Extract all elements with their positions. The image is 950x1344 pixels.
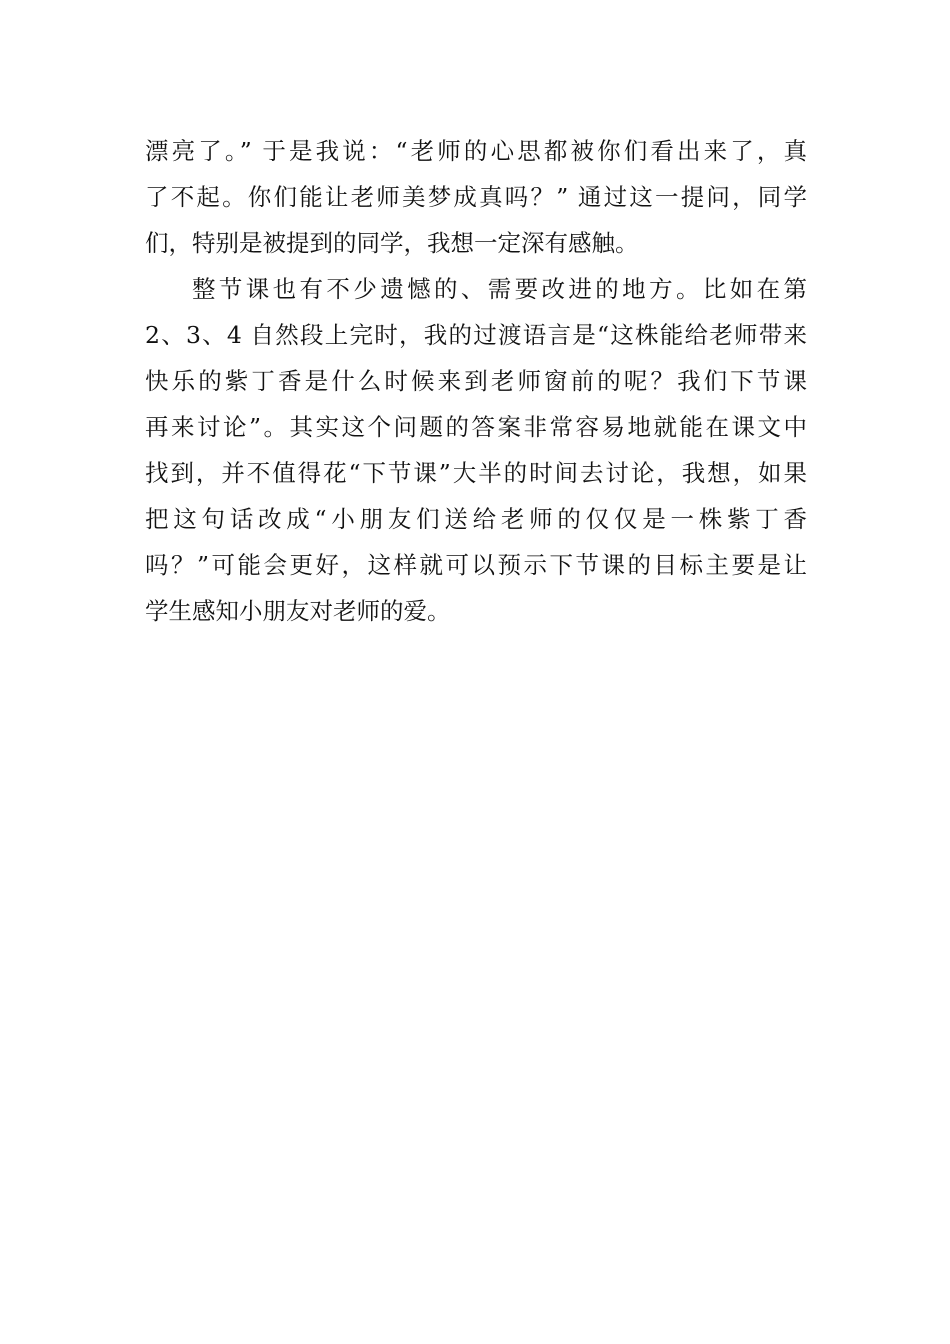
text-line: 了不起。你们能让老师美梦成真吗？” 通过这一提问，同学: [145, 183, 807, 211]
text-line: 快乐的紫丁香是什么时候来到老师窗前的呢？我们下节课: [145, 367, 807, 395]
text-line: 把这句话改成“小朋友们送给老师的仅仅是一株紫丁香: [145, 505, 807, 533]
text-line: 们，特别是被提到的同学，我想一定深有感触。: [145, 229, 639, 257]
paragraph-1: [145, 128, 807, 266]
text-line: 找到，并不值得花“下节课”大半的时间去讨论，我想，如果: [145, 459, 807, 487]
text-line: 吗？”可能会更好，这样就可以预示下节课的目标主要是让: [145, 551, 807, 579]
document-body: [145, 128, 807, 634]
text-line: 整节课也有不少遗憾的、需要改进的地方。比如在第: [192, 275, 807, 303]
text-line: 漂亮了。” 于是我说：“老师的心思都被你们看出来了，真: [145, 137, 807, 165]
paragraph-2: [145, 266, 807, 634]
text-line: 2、3、4 自然段上完时，我的过渡语言是“这株能给老师带来: [145, 321, 807, 349]
text-line: 学生感知小朋友对老师的爱。: [145, 597, 451, 625]
text-line: 再来讨论”。其实这个问题的答案非常容易地就能在课文中: [145, 413, 807, 441]
